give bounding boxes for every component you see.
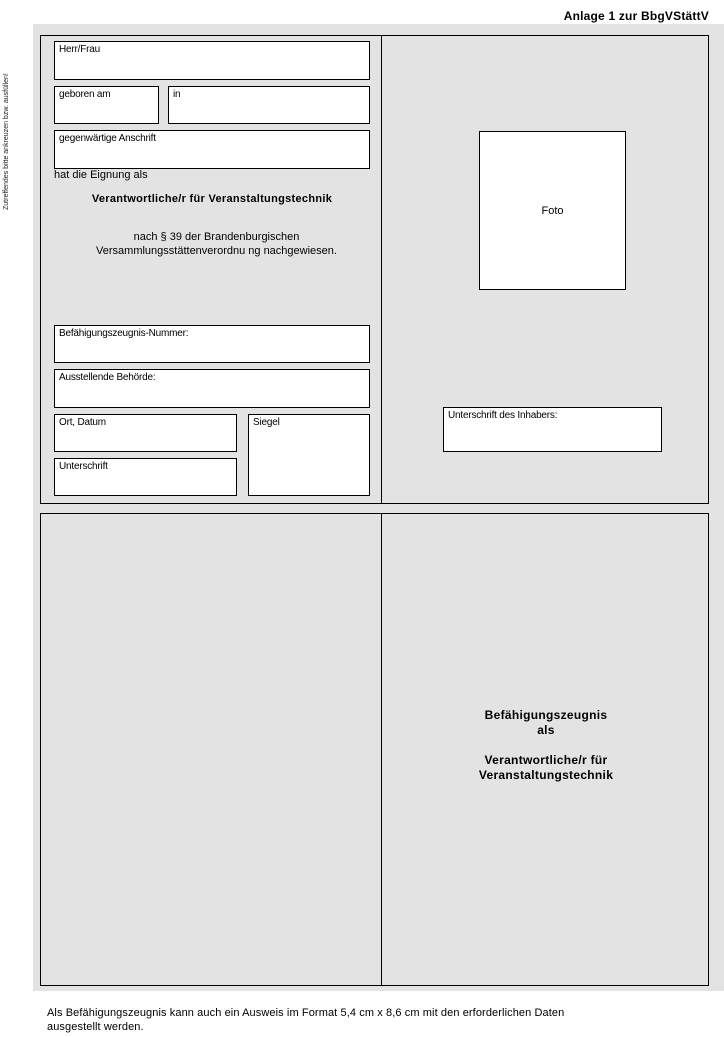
photo-box[interactable]: [479, 131, 626, 290]
back-divider: [381, 514, 382, 985]
place-date-field[interactable]: Ort, Datum: [54, 414, 237, 452]
back-title-line-3: Verantwortliche/r für: [484, 753, 608, 767]
address-field[interactable]: gegenwärtige Anschrift: [54, 130, 370, 169]
seal-field[interactable]: Siegel: [248, 414, 370, 496]
back-title-line-4: Veranstaltungstechnik: [478, 768, 614, 782]
legal-basis-line-1: nach § 39 der Brandenburgischen: [133, 231, 300, 243]
front-divider: [381, 36, 382, 503]
suitability-text: hat die Eignung als: [54, 169, 148, 181]
footer-note: [47, 1006, 647, 1034]
side-instruction-note: Zutreffendes bitte ankreuzen bzw. ausfüllen!: [3, 73, 10, 210]
back-title-line-1: Befähigungszeugnis: [484, 708, 608, 722]
annex-label: Anlage 1 zur BbgVStättV: [563, 9, 709, 23]
certificate-back: [40, 513, 709, 986]
footer-line-1: Als Befähigungszeugnis kann auch ein Ausweis im Format 5,4 cm x 8,6 cm mit den erforderlichen Daten: [47, 1007, 565, 1019]
footer-line-2: ausgestellt werden.: [47, 1021, 144, 1033]
role-title: Verantwortliche/r für Veranstaltungstechnik: [91, 193, 333, 205]
certificate-number-field[interactable]: Befähigungszeugnis-Nummer:: [54, 325, 370, 363]
back-title-line-2: als: [537, 723, 555, 737]
photo-label: Foto: [541, 204, 564, 217]
legal-basis-line-2: Versammlungsstättenverordnu ng nachgewiesen.: [96, 245, 337, 257]
holder-signature-field[interactable]: Unterschrift des Inhabers:: [443, 407, 662, 452]
issuing-authority-field[interactable]: Ausstellende Behörde:: [54, 369, 370, 408]
birth-place-field[interactable]: in: [168, 86, 370, 124]
birth-date-field[interactable]: geboren am: [54, 86, 159, 124]
signature-field[interactable]: Unterschrift: [54, 458, 237, 496]
name-field[interactable]: Herr/Frau: [54, 41, 370, 80]
